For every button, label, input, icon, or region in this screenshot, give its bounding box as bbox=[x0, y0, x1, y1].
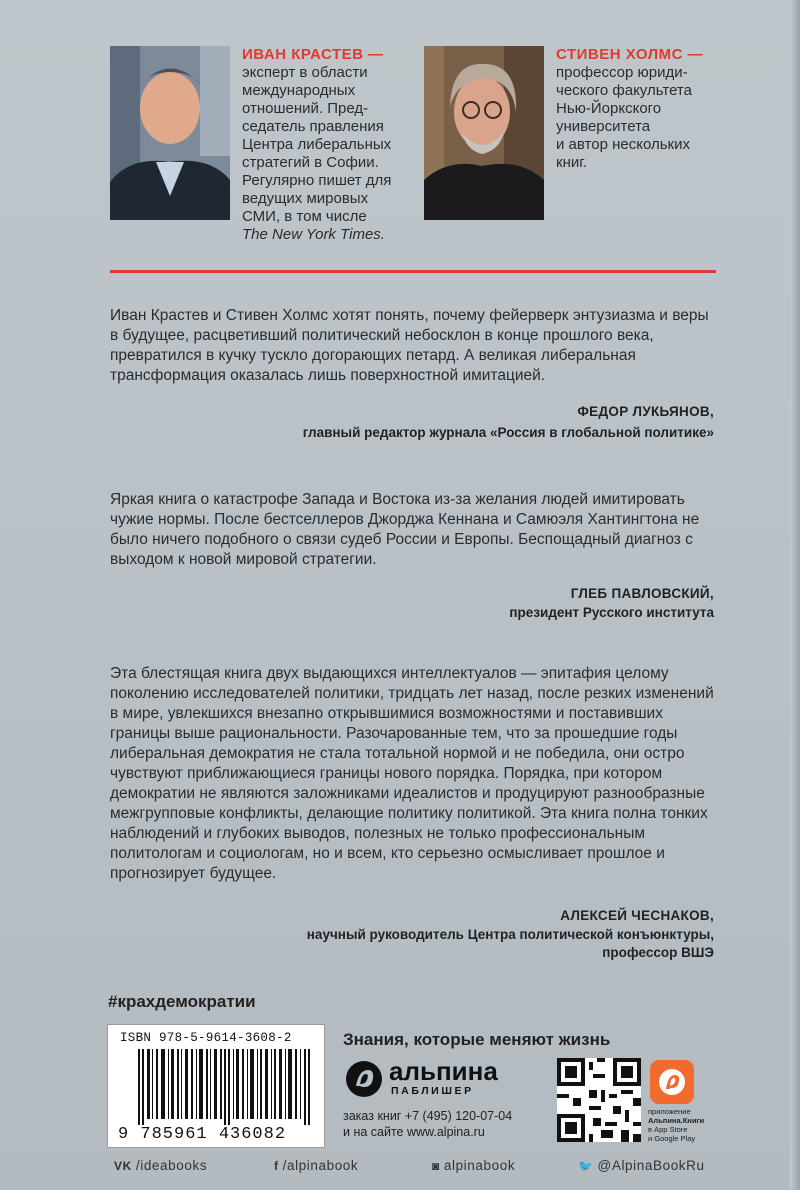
barcode-block bbox=[107, 1024, 325, 1148]
bio-line: университета bbox=[556, 118, 651, 135]
review-author: АЛЕКСЕЙ ЧЕСНАКОВ, bbox=[560, 908, 714, 923]
app-line: в App Store bbox=[648, 1125, 688, 1134]
bio-line: отношений. Пред- bbox=[242, 100, 369, 117]
social-facebook bbox=[274, 1158, 358, 1173]
author-name: ИВАН КРАСТЕВ — bbox=[242, 46, 384, 63]
app-line: приложение bbox=[648, 1107, 691, 1116]
alpina-logo-icon bbox=[345, 1060, 383, 1098]
bio-line: Регулярно пишет для bbox=[242, 172, 392, 189]
review-quote: Иван Крастев и Стивен Холмс хотят понять, почему фейерверк энтузиазма и веры в будущее, расцветивший политический небосклон в конце прошлого века, превратился в кучку тускло догорающих петард. А великая либеральная трансформация оказалась лишь поверхностной имитацией. bbox=[110, 307, 709, 384]
bio-line: ческого факультета bbox=[556, 82, 692, 99]
qr-code-icon bbox=[557, 1058, 641, 1142]
review-quote: Яркая книга о катастрофе Запада и Востока из-за желания людей имитировать чужие нормы. После бестселлеров Джорджа Кеннана и Самюэля Хантингтона не было ничего подобного о связи судеб России и Европы. Беспощадный диагноз с выходом к новой мировой стратегии. bbox=[110, 491, 700, 568]
social-handle: /alpinabook bbox=[282, 1158, 359, 1173]
publisher-name: альпина bbox=[389, 1056, 498, 1086]
review-author-role: президент Русского института bbox=[509, 605, 714, 620]
social-instagram bbox=[432, 1158, 515, 1173]
order-info bbox=[343, 1108, 512, 1140]
review-author-role: главный редактор журнала «Россия в глобальной политике» bbox=[302, 425, 714, 440]
social-twitter bbox=[578, 1158, 705, 1173]
bio-line: книг. bbox=[556, 154, 588, 171]
publisher-tagline: Знания, которые меняют жизнь bbox=[343, 1030, 611, 1049]
review-quote: Эта блестящая книга двух выдающихся интеллектуалов — эпитафия целому поколению исследователей политики, тридцать лет назад, после резких изменений в мире, увлекшихся внезапно открывшимися возможностями и поставивших границы выше рациональности. Разочарованные тем, что за прошедшие годы либеральная демократия не стала тотальной нормой и не победила, они остро чувствуют приближающиеся границы нового порядка. Порядка, при котором демократии не являются заложниками идеалистов и продуцируют разнообразные межгрупповые конфликты, делающие политику политикой. Эта книга полна тонких наблюдений и глубоких выводов, полезных не только профессиональным политологам и социологам, но и всем, кто серьезно осмысливает прошлое и прогнозирует будущее. bbox=[110, 665, 714, 882]
app-line: Альпина.Книги bbox=[648, 1116, 705, 1125]
author-bio-holmes bbox=[556, 46, 726, 172]
order-site: и на сайте www.alpina.ru bbox=[343, 1125, 485, 1139]
social-handle: @AlpinaBookRu bbox=[597, 1158, 705, 1173]
bio-line-italic: The New York Times. bbox=[242, 226, 385, 243]
bio-line: и автор нескольких bbox=[556, 136, 690, 153]
bio-line: СМИ, в том числе bbox=[242, 208, 367, 225]
social-handle: alpinabook bbox=[443, 1158, 516, 1173]
author-name: СТИВЕН ХОЛМС — bbox=[556, 46, 704, 63]
bio-line: седатель правления bbox=[242, 118, 384, 135]
instagram-icon: ◙ bbox=[432, 1158, 440, 1173]
review-author: ГЛЕБ ПАВЛОВСКИЙ, bbox=[570, 586, 714, 601]
app-line: и Google Play bbox=[648, 1134, 696, 1143]
isbn-text: ISBN 978-5-9614-3608-2 bbox=[120, 1031, 292, 1045]
barcode-digits: 9 785961 436082 bbox=[118, 1125, 287, 1144]
barcode-image bbox=[138, 1049, 314, 1125]
bio-line: ведущих мировых bbox=[242, 190, 369, 207]
role-line: научный руководитель Центра политической конъюнктуры, bbox=[306, 927, 714, 942]
bio-line: эксперт в области bbox=[242, 64, 368, 81]
author-bio-krastev bbox=[242, 46, 412, 244]
facebook-icon: f bbox=[274, 1158, 279, 1173]
vk-icon: VK bbox=[114, 1158, 132, 1173]
bio-line: Центра либеральных bbox=[242, 136, 392, 153]
role-line: профессор ВШЭ bbox=[602, 945, 714, 960]
publisher-subname: ПАБЛИШЕР bbox=[391, 1085, 474, 1097]
twitter-icon: 🐦 bbox=[578, 1158, 594, 1173]
author-photo-holmes bbox=[424, 46, 544, 220]
bio-line: профессор юриди- bbox=[556, 64, 688, 81]
bio-line: стратегий в Софии. bbox=[242, 154, 379, 171]
order-phone: заказ книг +7 (495) 120-07-04 bbox=[343, 1109, 513, 1123]
divider-line bbox=[110, 270, 716, 273]
review-author-role bbox=[307, 926, 714, 962]
cover-edge bbox=[790, 0, 800, 1190]
social-handle: /ideabooks bbox=[135, 1158, 208, 1173]
alpina-app-icon bbox=[650, 1060, 694, 1104]
app-store-info bbox=[648, 1107, 718, 1143]
publisher-logo bbox=[345, 1058, 525, 1102]
bio-line: Нью-Йоркского bbox=[556, 100, 662, 117]
hashtag: #крахдемократии bbox=[108, 992, 256, 1011]
author-photo-krastev bbox=[110, 46, 230, 220]
bio-line: международных bbox=[242, 82, 356, 99]
review-author: ФЕДОР ЛУКЬЯНОВ, bbox=[577, 404, 714, 419]
social-vk bbox=[114, 1158, 207, 1173]
